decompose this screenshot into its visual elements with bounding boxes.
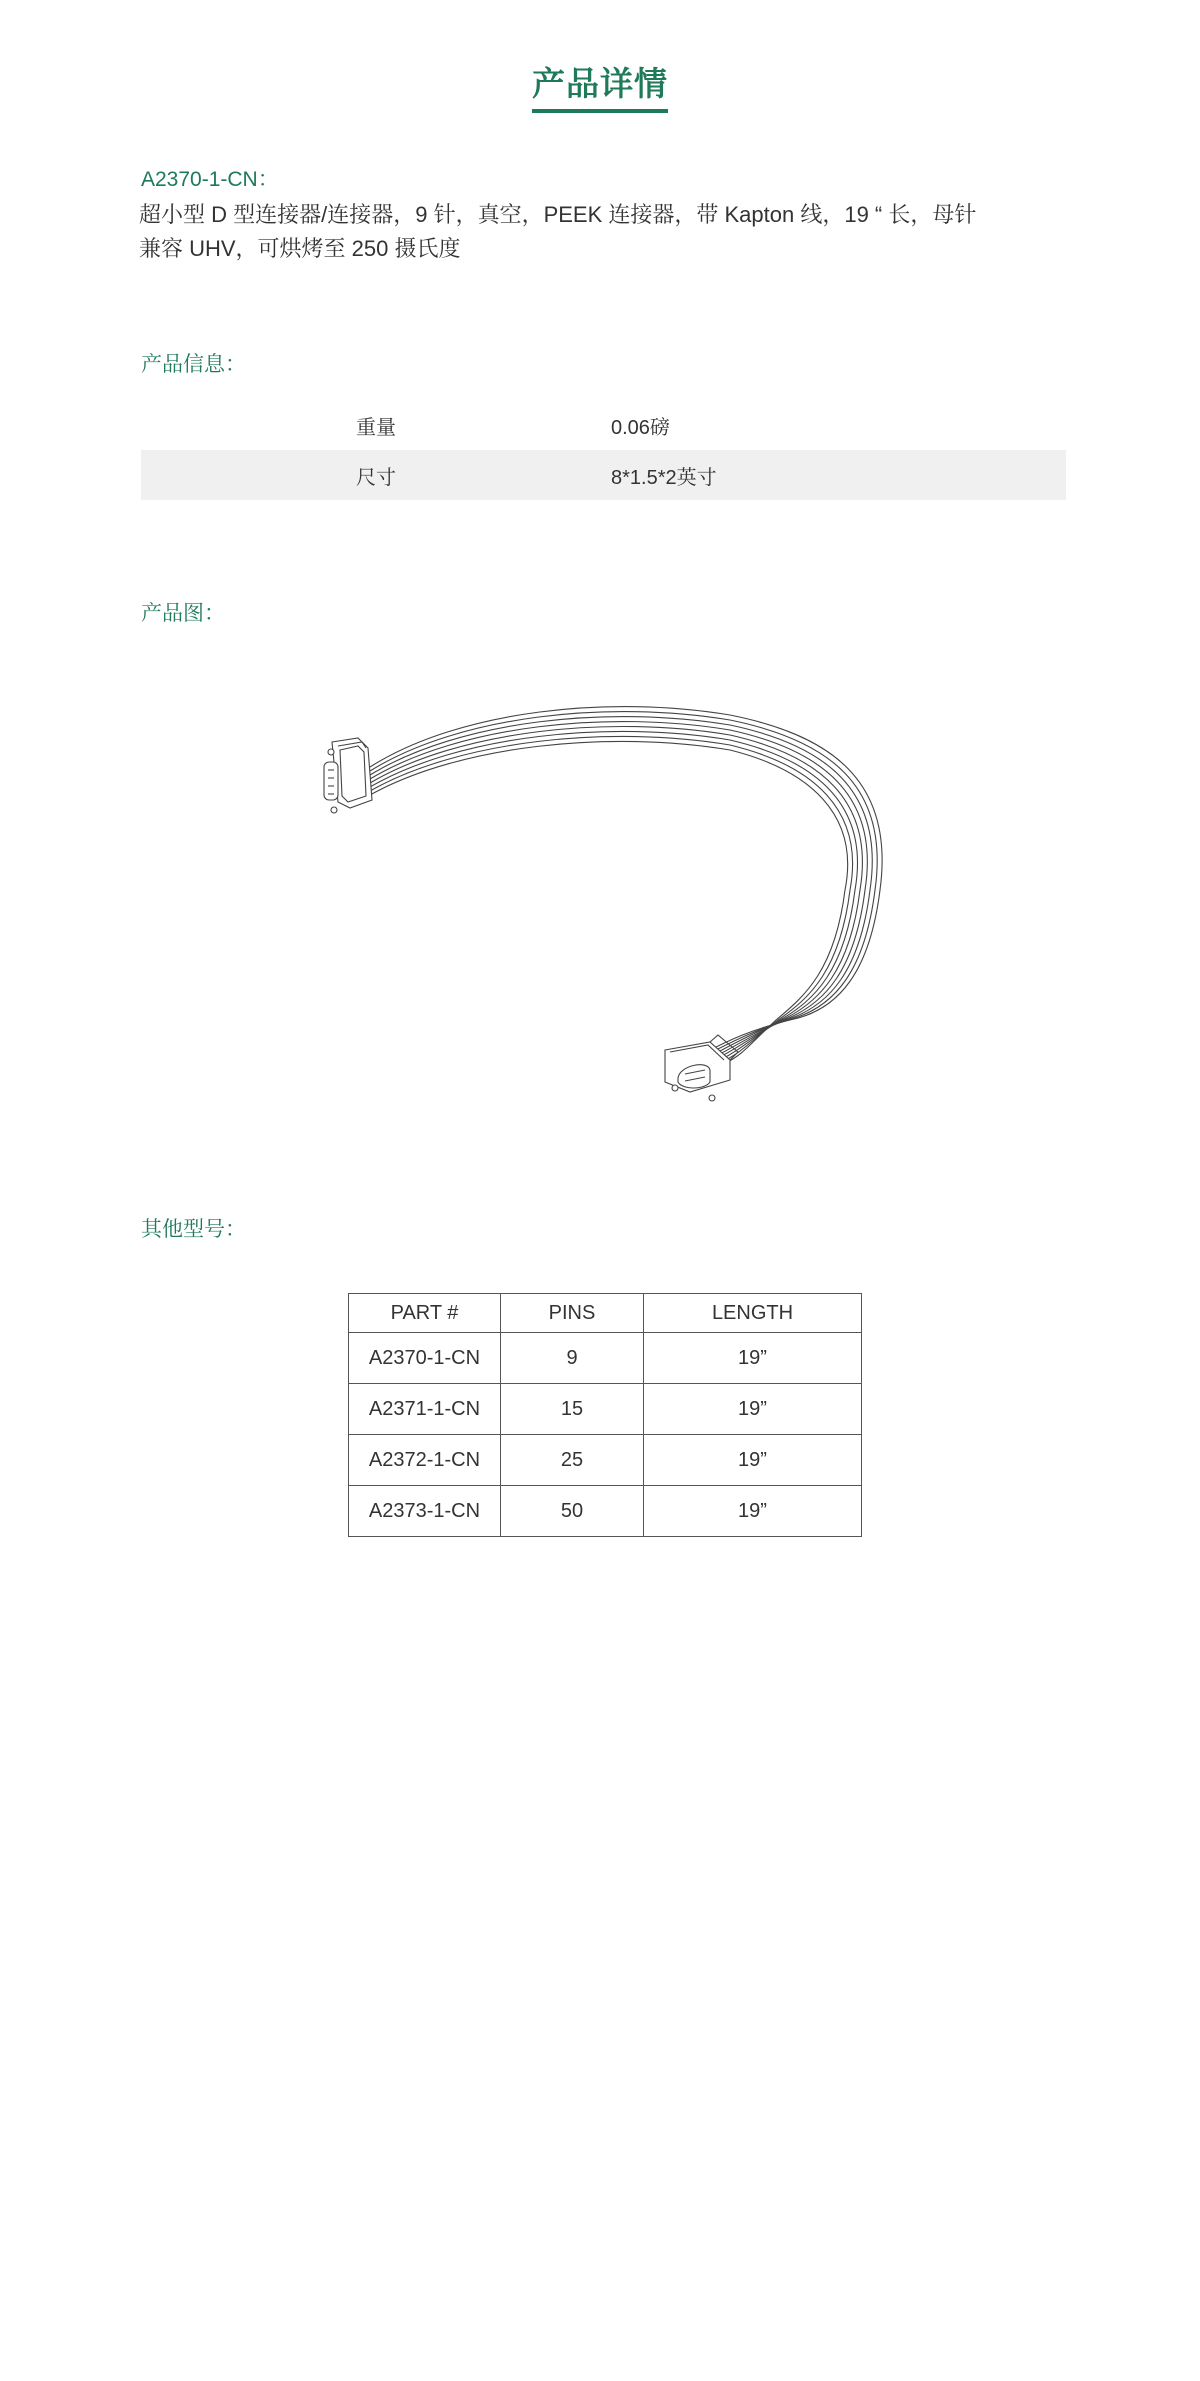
product-info-table [141, 400, 1066, 500]
cell-part: A2371-1-CN [349, 1384, 501, 1435]
info-row-weight [141, 400, 1066, 450]
product-image [310, 690, 910, 1130]
info-key: 重量 [356, 416, 396, 439]
info-value: 0.06磅 [611, 416, 670, 439]
cell-part: A2373-1-CN [349, 1486, 501, 1537]
table-row [349, 1333, 862, 1384]
description-line-1: 超小型 D 型连接器/连接器，9 针，真空，PEEK 连接器，带 Kapton 线，19 “ 长，母针 [139, 202, 977, 227]
cell-pins: 9 [501, 1333, 644, 1384]
other-models-label: 其他型号： [141, 1218, 246, 1241]
header-length: LENGTH [644, 1294, 862, 1333]
page-title: 产品详情 [532, 58, 668, 113]
cell-pins: 15 [501, 1384, 644, 1435]
info-value: 8*1.5*2英寸 [611, 450, 1066, 500]
models-table [348, 1293, 862, 1537]
info-key: 尺寸 [141, 450, 611, 500]
cell-length: 19” [644, 1486, 862, 1537]
cell-length: 19” [644, 1435, 862, 1486]
cell-length: 19” [644, 1333, 862, 1384]
cell-pins: 50 [501, 1486, 644, 1537]
product-model: A2370-1-CN： [141, 168, 279, 191]
page-title-wrap [0, 58, 1200, 113]
product-info-label: 产品信息： [141, 353, 246, 376]
product-description [139, 198, 979, 266]
description-line-2: 兼容 UHV，可烘烤至 250 摄氏度 [139, 236, 461, 261]
product-image-label: 产品图： [141, 602, 225, 625]
table-row [349, 1435, 862, 1486]
header-part: PART # [349, 1294, 501, 1333]
cell-part: A2370-1-CN [349, 1333, 501, 1384]
table-row [349, 1486, 862, 1537]
cell-pins: 25 [501, 1435, 644, 1486]
table-header-row [349, 1294, 862, 1333]
table-row [349, 1384, 862, 1435]
cell-length: 19” [644, 1384, 862, 1435]
header-pins: PINS [501, 1294, 644, 1333]
cell-part: A2372-1-CN [349, 1435, 501, 1486]
info-row-size [141, 450, 1066, 500]
